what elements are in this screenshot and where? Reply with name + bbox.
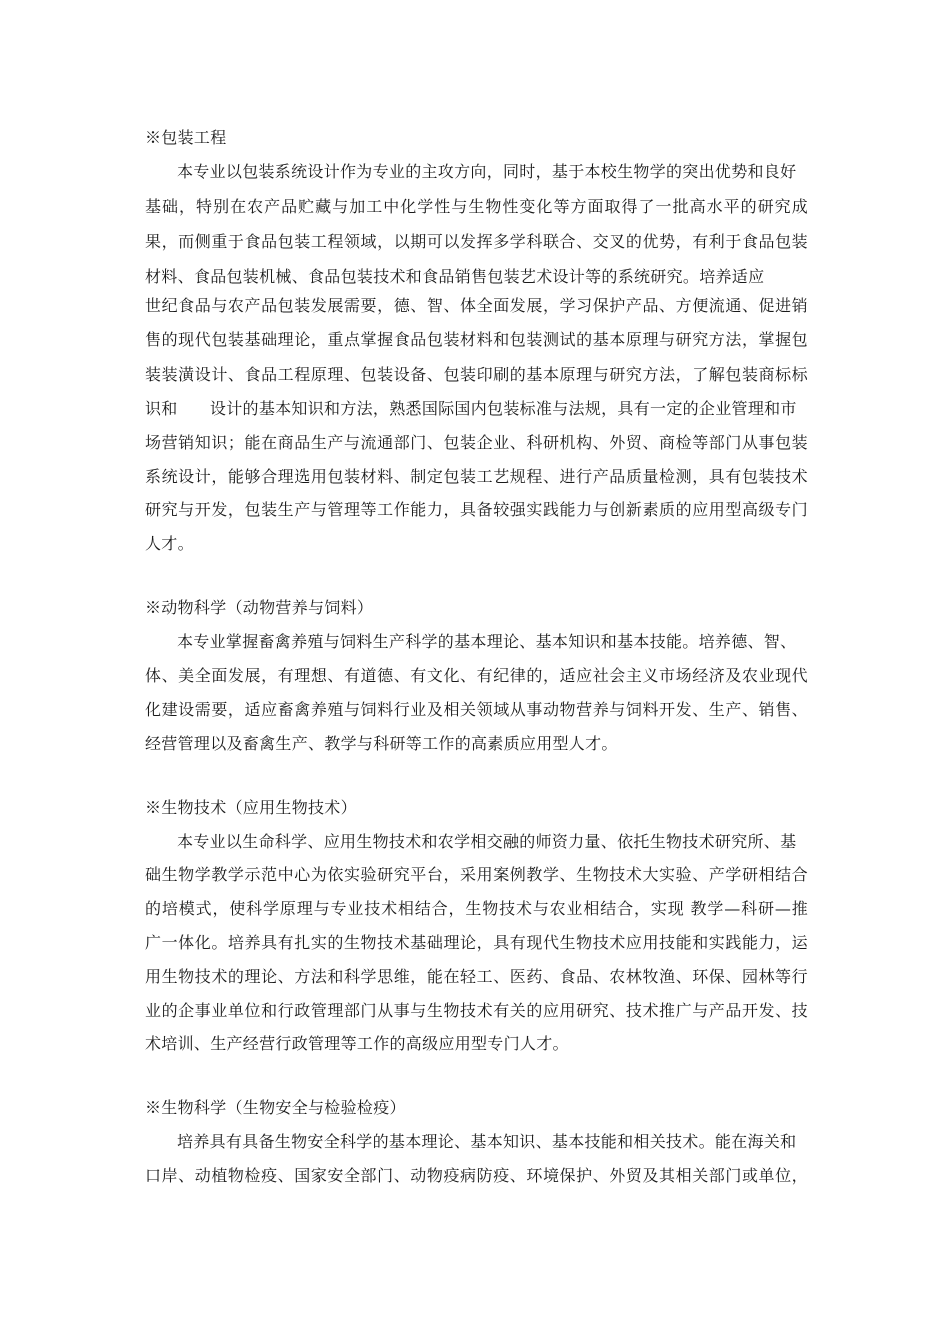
paragraph-line: 世纪食品与农产品包装发展需要，德、智、体全面发展，学习保护产品、方便流通、促进销 xyxy=(145,296,808,315)
paragraph-line: 售的现代包装基础理论，重点掌握食品包装材料和包装测试的基本原理与研究方法，掌握包 xyxy=(145,330,808,349)
paragraph-line: 术培训、生产经营行政管理等工作的高级应用型专门人才。 xyxy=(145,1034,569,1053)
section-heading-bioscience: ※生物科学（生物安全与检验检疫） xyxy=(145,1098,406,1117)
paragraph-line: 基础，特别在农产品贮藏与加工中化学性与生物性变化等方面取得了一批高水平的研究成 xyxy=(145,197,808,216)
paragraph-line: 础生物学教学示范中心为依实验研究平台，采用案例教学、生物技术大实验、产学研相结合 xyxy=(145,865,808,884)
paragraph-line: 研究与开发，包装生产与管理等工作能力，具备较强实践能力与创新素质的应用型高级专门 xyxy=(145,500,808,519)
paragraph-line: 业的企事业单位和行政管理部门从事与生物技术有关的应用研究、技术推广与产品开发、技 xyxy=(145,1001,808,1020)
paragraph-line: 培养具有具备生物安全科学的基本理论、基本知识、基本技能和相关技术。能在海关和 xyxy=(177,1132,797,1151)
paragraph-line: 果，而侧重于食品包装工程领域，以期可以发挥多学科联合、交叉的优势，有利于食品包装 xyxy=(145,232,808,251)
paragraph-line: 体、美全面发展，有理想、有道德、有文化、有纪律的，适应社会主义市场经济及农业现代 xyxy=(145,666,808,685)
paragraph-line: 的培模式，使科学原理与专业技术相结合，生物技术与农业相结合，实现 教学—科研—推 xyxy=(145,899,808,918)
paragraph-line: 用生物技术的理论、方法和科学思维，能在轻工、医药、食品、农林牧渔、环保、园林等行 xyxy=(145,967,808,986)
paragraph-line: 材料、食品包装机械、食品包装技术和食品销售包装艺术设计等的系统研究。培养适应 xyxy=(145,267,765,286)
section-heading-biotechnology: ※生物技术（应用生物技术） xyxy=(145,798,357,817)
paragraph-line: 本专业掌握畜禽养殖与饲料生产科学的基本理论、基本知识和基本技能。培养德、智、 xyxy=(177,632,797,651)
paragraph-line: 经营管理以及畜禽生产、教学与科研等工作的高素质应用型人才。 xyxy=(145,734,618,753)
section-heading-animal-science: ※动物科学（动物营养与饲料） xyxy=(145,598,374,617)
paragraph-line: 化建设需要，适应畜禽养殖与饲料行业及相关领域从事动物营养与饲料开发、生产、销售、 xyxy=(145,700,808,719)
paragraph-line: 本专业以包装系统设计作为专业的主攻方向，同时，基于本校生物学的突出优势和良好 xyxy=(177,162,797,181)
paragraph-line: 人才。 xyxy=(145,534,194,553)
paragraph-line: 识和 设计的基本知识和方法，熟悉国际国内包装标准与法规，具有一定的企业管理和市 xyxy=(145,399,797,418)
paragraph-line: 广一体化。培养具有扎实的生物技术基础理论，具有现代生物技术应用技能和实践能力，运 xyxy=(145,933,808,952)
section-heading-packaging: ※包装工程 xyxy=(145,128,227,147)
paragraph-line: 场营销知识；能在商品生产与流通部门、包装企业、科研机构、外贸、商检等部门从事包装 xyxy=(145,433,808,452)
paragraph-line: 系统设计，能够合理选用包装材料、制定包装工艺规程、进行产品质量检测，具有包装技术 xyxy=(145,467,808,486)
paragraph-line: 装装潢设计、食品工程原理、包装设备、包装印刷的基本原理与研究方法，了解包装商标标 xyxy=(145,365,808,384)
paragraph-line: 本专业以生命科学、应用生物技术和农学相交融的师资力量、依托生物技术研究所、基 xyxy=(177,832,797,851)
paragraph-line: 口岸、动植物检疫、国家安全部门、动物疫病防疫、环境保护、外贸及其相关部门或单位， xyxy=(145,1166,808,1185)
